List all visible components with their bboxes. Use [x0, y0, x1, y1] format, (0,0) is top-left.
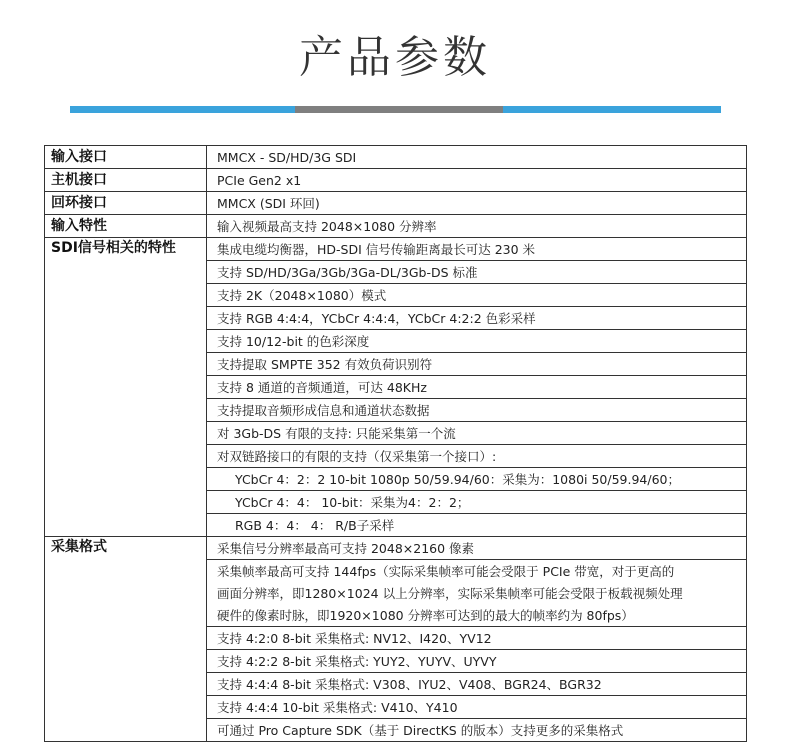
row-value: 支持 10/12-bit 的色彩深度 [207, 330, 747, 353]
row-value: MMCX (SDI 环回) [207, 192, 747, 215]
table-row [45, 146, 747, 169]
row-value: PCIe Gen2 x1 [207, 169, 747, 192]
row-key: 采集格式 [45, 537, 207, 742]
title-underline-bar [70, 106, 721, 113]
row-value: 支持 4:4:4 8-bit 采集格式: V308、IYU2、V408、BGR24、BGR32 [207, 673, 747, 696]
row-value: 采集信号分辨率最高可支持 2048×2160 像素 [207, 537, 747, 560]
table-row [45, 537, 747, 560]
row-value: 输入视频最高支持 2048×1080 分辨率 [207, 215, 747, 238]
underline-segment-left [70, 106, 295, 113]
row-value: 支持提取音频形成信息和通道状态数据 [207, 399, 747, 422]
row-key: SDI信号相关的特性 [45, 238, 207, 537]
row-value: 支持 4:2:0 8-bit 采集格式: NV12、I420、YV12 [207, 627, 747, 650]
row-value: 支持 8 通道的音频通道，可达 48KHz [207, 376, 747, 399]
row-key: 回环接口 [45, 192, 207, 215]
table-row [45, 215, 747, 238]
row-value: 画面分辨率，即1280×1024 以上分辨率，实际采集帧率可能会受限于板载视频处理 [207, 582, 747, 604]
table-row [45, 238, 747, 261]
row-value: 支持 4:4:4 10-bit 采集格式: V410、Y410 [207, 696, 747, 719]
row-value: YCbCr 4：2：2 10-bit 1080p 50/59.94/60：采集为：1080i 50/59.94/60； [207, 468, 747, 491]
row-key: 输入接口 [45, 146, 207, 169]
row-value: 支持 RGB 4:4:4，YCbCr 4:4:4，YCbCr 4:2:2 色彩采样 [207, 307, 747, 330]
row-value: 采集帧率最高可支持 144fps（实际采集帧率可能会受限于 PCIe 带宽，对于更高的 [207, 560, 747, 583]
row-value: 对 3Gb-DS 有限的支持: 只能采集第一个流 [207, 422, 747, 445]
spec-table [44, 145, 747, 742]
row-value: RGB 4：4： 4： R/B子采样 [207, 514, 747, 537]
row-value: 硬件的像素时脉，即1920×1080 分辨率可达到的最大的帧率约为 80fps） [207, 604, 747, 627]
row-value: 支持提取 SMPTE 352 有效负荷识别符 [207, 353, 747, 376]
row-value: 对双链路接口的有限的支持（仅采集第一个接口）: [207, 445, 747, 468]
row-value: 支持 SD/HD/3Ga/3Gb/3Ga-DL/3Gb-DS 标准 [207, 261, 747, 284]
page-title: 产品参数 [299, 32, 491, 83]
row-value: 集成电缆均衡器，HD-SDI 信号传输距离最长可达 230 米 [207, 238, 747, 261]
underline-segment-middle [295, 106, 503, 113]
row-key: 输入特性 [45, 215, 207, 238]
row-value: YCbCr 4：4： 10-bit：采集为4：2：2； [207, 491, 747, 514]
row-value: MMCX - SD/HD/3G SDI [207, 146, 747, 169]
table-row [45, 192, 747, 215]
table-row [45, 169, 747, 192]
row-key: 主机接口 [45, 169, 207, 192]
underline-segment-right [503, 106, 721, 113]
row-value: 可通过 Pro Capture SDK（基于 DirectKS 的版本）支持更多的采集格式 [207, 719, 747, 742]
row-value: 支持 2K（2048×1080）模式 [207, 284, 747, 307]
row-value: 支持 4:2:2 8-bit 采集格式: YUY2、YUYV、UYVY [207, 650, 747, 673]
